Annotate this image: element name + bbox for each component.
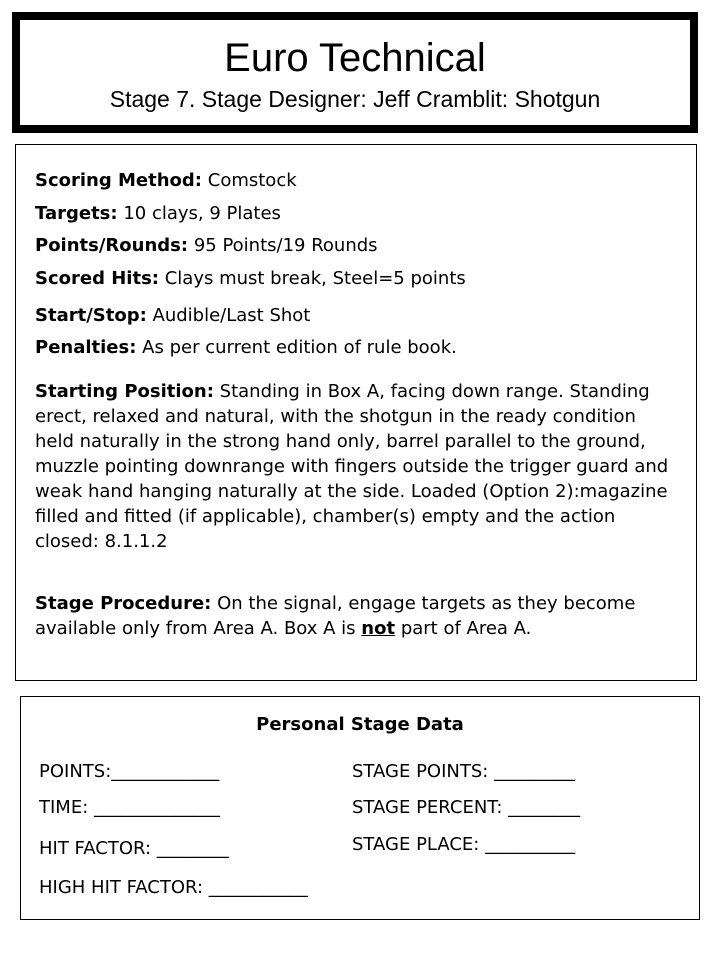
high-hit-factor-field: HIGH HIT FACTOR: ___________ [39,877,308,898]
stage-data-heading: Personal Stage Data [256,714,464,735]
points-rounds-label: Points/Rounds: [35,235,189,256]
page-subtitle: Stage 7. Stage Designer: Jeff Cramblit: Shotgun [109,86,601,112]
page-title: Euro Technical [224,36,486,80]
start-stop-row [35,303,675,328]
penalties-row [35,335,675,360]
stage-procedure-value-end: part of Area A. [400,618,532,639]
stage-procedure-paragraph [35,591,675,641]
penalties-label: Penalties: [35,337,137,358]
scored-hits-value: Clays must break, Steel=5 points [164,268,466,289]
targets-value: 10 clays, 9 Plates [123,203,281,224]
starting-position-label: Starting Position: [35,381,214,402]
title-banner [12,12,698,133]
starting-position-paragraph [35,379,675,554]
targets-label: Targets: [35,203,118,224]
scoring-method-label: Scoring Method: [35,170,203,191]
stage-info-panel [15,144,697,681]
scoring-method-value: Comstock [207,170,297,191]
penalties-value: As per current edition of rule book. [142,337,457,358]
stage-procedure-value: On the signal, engage targets as they become available only from Area A. Box A is [35,593,636,639]
points-rounds-value: 95 Points/19 Rounds [193,235,378,256]
start-stop-value: Audible/Last Shot [152,305,311,326]
stage-procedure-label: Stage Procedure: [35,593,212,614]
time-field: TIME: ______________ [39,797,220,818]
points-rounds-row [35,233,675,258]
scoring-method-row [35,168,675,193]
stage-place-field: STAGE PLACE: __________ [352,834,576,855]
stage-points-field: STAGE POINTS: _________ [352,761,576,782]
scored-hits-label: Scored Hits: [35,268,159,289]
points-field: POINTS:____________ [39,761,220,782]
hit-factor-field: HIT FACTOR: ________ [39,838,229,859]
targets-row [35,201,675,226]
stage-procedure-emphasis: not [361,618,396,639]
scored-hits-row [35,266,675,291]
personal-stage-data-panel [20,696,700,920]
stage-percent-field: STAGE PERCENT: ________ [352,797,581,818]
starting-position-value: Standing in Box A, facing down range. Standing erect, relaxed and natural, with the shotgun in the ready condition held naturally in the strong hand only, barrel parallel to the ground, muzzle pointing downrange with fingers outside the trigger guard and weak hand hanging naturally at the side. Loaded (Option 2):magazine filled and fitted (if applicable), chamber(s) empty and the action closed: 8.1.1.2 [35,381,669,552]
start-stop-label: Start/Stop: [35,305,147,326]
